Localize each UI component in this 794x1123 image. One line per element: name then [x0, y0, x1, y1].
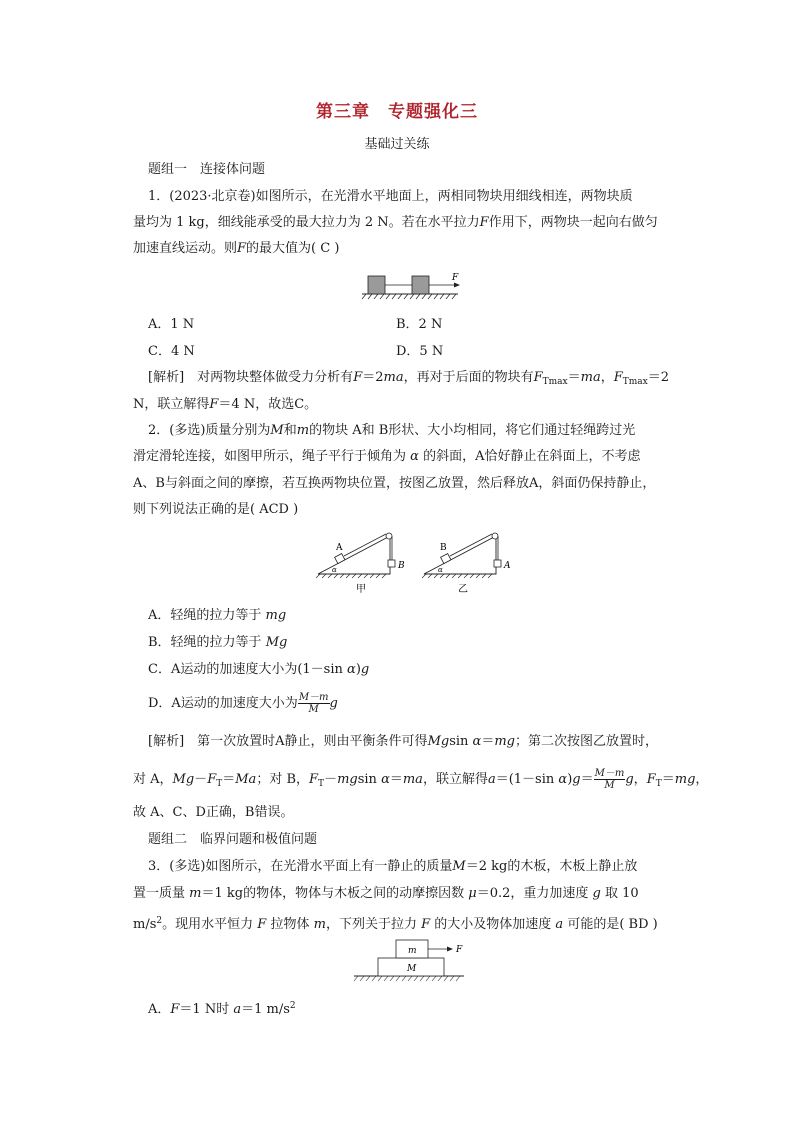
q2-option-d: D．A运动的加速度大小为 $\frac{M-m}{M}$ g [148, 692, 338, 715]
force-label: F [456, 945, 463, 955]
q3-figure-board [352, 936, 472, 986]
q1-analysis-line-2: N，联立解得F＝4 N，故选C。 [133, 397, 318, 412]
angle-label: α [438, 566, 443, 574]
block-b [388, 560, 395, 567]
page-title: 第三章 专题强化三 [316, 102, 478, 122]
angle-label: α [332, 566, 337, 574]
q1-option-a: A．1 N [148, 317, 195, 332]
q3-line-2: 置一质量 m＝1 kg的物体，物体与木板之间的动摩擦因数 μ＝0.2，重力加速度 g 取 10 [133, 886, 639, 901]
q1-analysis-line-1: [解析] 对两物块整体做受力分析有F＝2ma，再对于后面的物块有$F_{Tmax}=ma$，$F_{Tmax}=2$ [148, 370, 670, 387]
q2-analysis-line-1: [解析] 第一次放置时A静止，则由平衡条件可得Mgsin α＝mg；第二次按图乙放置时， [148, 734, 659, 749]
label-m: m [408, 946, 417, 956]
block-a [335, 554, 345, 564]
pulley [492, 533, 498, 539]
q3-line-3: $m/s^2$。现用水平恒力 F 拉物体 m，下列关于拉力 F 的大小及物体加速度 a 可能的是( BD ) [133, 916, 658, 932]
label-b: B [398, 561, 405, 571]
q2-option-a: A．轻绳的拉力等于 mg [148, 608, 287, 623]
block-a [494, 560, 501, 567]
q2-line-3: A、B与斜面之间的摩擦，若互换两物块位置，按图乙放置，然后释放A，斜面仍保持静止， [133, 476, 656, 491]
q1-line-3: 加速直线运动。则F的最大值为( C ) [133, 241, 340, 256]
label-b: B [440, 543, 447, 553]
label-M: M [407, 964, 417, 974]
q2-option-c: C．A运动的加速度大小为(1－sin α)g [148, 662, 370, 677]
caption-jia: 甲 [356, 584, 366, 595]
q2-option-b: B．轻绳的拉力等于 Mg [148, 635, 288, 650]
q2-line-4: 则下列说法正确的是( ACD ) [133, 502, 299, 517]
force-label: F [452, 273, 459, 283]
q1-line-1: 1．(2023·北京卷)如图所示，在光滑水平地面上，两相同物块用细线相连，两物块质 [148, 189, 633, 204]
q3-option-a: A．F＝1 N时 a＝1 $m/s^2$ [148, 1001, 296, 1017]
caption-yi: 乙 [458, 584, 468, 595]
group-heading-2: 题组二 临界问题和极值问题 [148, 832, 318, 847]
block-b [441, 554, 451, 564]
q3-line-1: 3．(多选)如图所示，在光滑水平面上有一静止的质量M＝2 kg的木板，木板上静止放 [148, 859, 638, 874]
figure-jia [316, 533, 405, 595]
pulley [386, 533, 392, 539]
q2-figure-inclines [312, 528, 524, 600]
q2-analysis-line-3: 故 A、C、D正确，B错误。 [133, 805, 294, 820]
block-rear [368, 276, 385, 294]
q2-analysis-line-2: 对 A，$Mg-F_T=Ma$；对 B，$F_T-mgsin$ α＝ma，联立解得a＝(1－sin α)g＝ $\frac{M-m}{M}$ g，$F_T=mg$， [133, 768, 709, 791]
label-a: A [504, 561, 511, 571]
q1-line-2: 量均为 1 kg，细线能承受的最大拉力为 2 N。若在水平拉力F作用下，两物块一起向右做匀 [133, 215, 658, 230]
figure-yi [422, 533, 511, 595]
q1-figure-blocks [360, 268, 470, 300]
q1-option-b: B．2 N [396, 317, 443, 332]
q1-option-c: C．4 N [148, 344, 195, 359]
block-front [412, 276, 429, 294]
q1-option-d: D．5 N [396, 344, 444, 359]
group-heading-1: 题组一 连接体问题 [148, 162, 266, 177]
q2-line-1: 2．(多选)质量分别为M和m的物块 A和 B形状、大小均相同，将它们通过轻绳跨过光 [148, 423, 636, 438]
label-a: A [336, 543, 343, 553]
q2-line-2: 滑定滑轮连接，如图甲所示，绳子平行于倾角为 α 的斜面，A恰好静止在斜面上，不考虑 [133, 449, 641, 464]
section-subtitle: 基础过关练 [364, 137, 430, 152]
